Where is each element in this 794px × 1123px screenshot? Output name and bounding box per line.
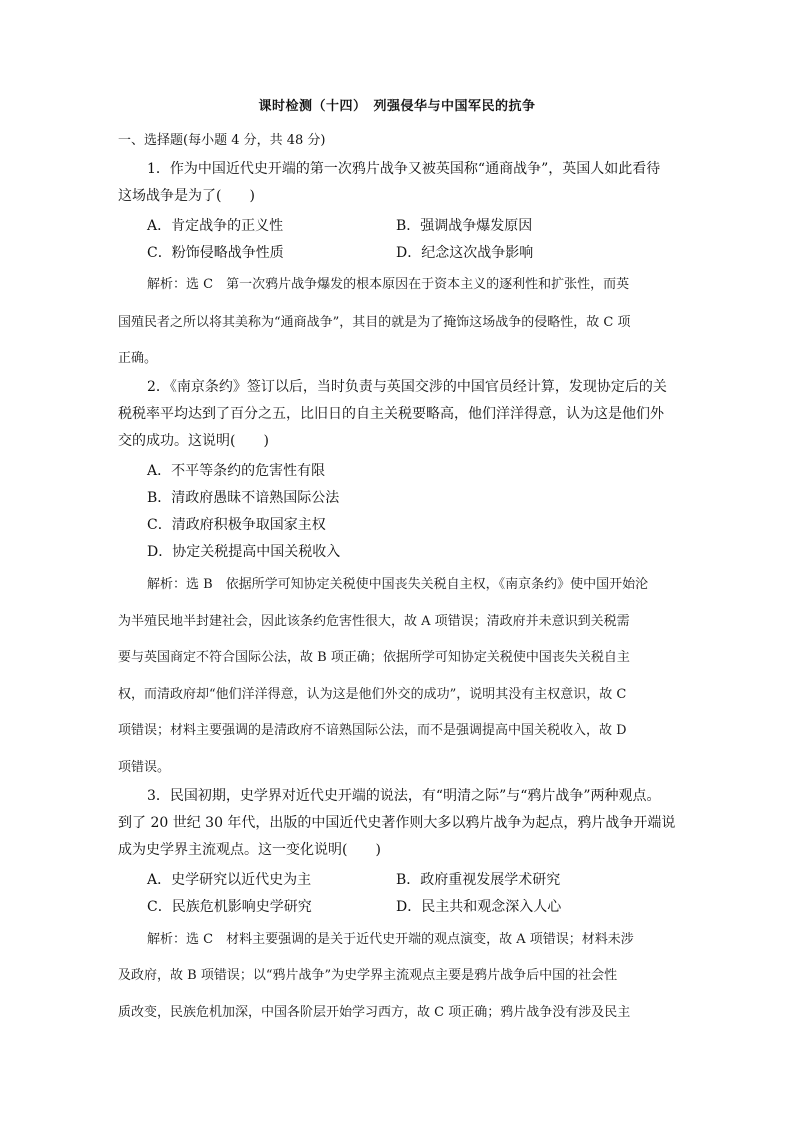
q2-option-a: A．不平等条约的危害性有限 — [147, 463, 326, 479]
q3-stem-line: 到了 20 世纪 30 年代，出版的中国近代史著作则大多以鸦片战争为起点，鸦片战争开端说 — [118, 815, 676, 831]
section-heading: 一、选择题(每小题 4 分，共 48 分) — [118, 133, 326, 148]
q3-analysis-line: 及政府，故 B 项错误；以“鸦片战争”为史学界主流观点主要是鸦片战争后中国的社会性 — [118, 968, 618, 983]
q2-stem-line: 交的成功。这说明( ) — [118, 433, 269, 449]
q2-analysis-line: 项错误。 — [118, 760, 171, 775]
page-title: 课时检测（十四） 列强侵华与中国军民的抗争 — [258, 99, 536, 114]
q2-option-d: D．协定关税提高中国关税收入 — [147, 544, 341, 560]
q1-option-c: C．粉饰侵略战争性质 — [147, 245, 284, 261]
q2-analysis-line: 项错误；材料主要强调的是清政府不谙熟国际公法，而不是强调提高中国关税收入，故 D — [118, 723, 627, 738]
q2-option-c: C．清政府积极争取国家主权 — [147, 517, 326, 533]
q1-option-b: B．强调战争爆发原因 — [396, 218, 533, 234]
q2-analysis-line: 为半殖民地半封建社会，因此该条约危害性很大，故 A 项错误；清政府并未意识到关税需 — [118, 614, 630, 629]
q1-stem-line: 1．作为中国近代史开端的第一次鸦片战争又被英国称“通商战争”，英国人如此看待 — [147, 161, 661, 177]
q3-option-c: C．民族危机影响史学研究 — [147, 899, 312, 915]
q1-analysis-line: 正确。 — [118, 351, 158, 366]
q3-stem-line: 3．民国初期，史学界对近代史开端的说法，有“明清之际”与“鸦片战争”两种观点。 — [147, 788, 661, 804]
q3-option-b: B．政府重视发展学术研究 — [396, 872, 561, 888]
q3-option-d: D．民主共和观念深入人心 — [396, 899, 562, 915]
q2-stem-line: 税税率平均达到了百分之五，比旧日的自主关税要略高，他们洋洋得意，认为这是他们外 — [118, 406, 664, 422]
q2-analysis-line: 要与英国商定不符合国际公法，故 B 项正确；依据所学可知协定关税使中国丧失关税自主 — [118, 650, 630, 665]
q2-analysis-line: 权，而清政府却“他们洋洋得意，认为这是他们外交的成功”，说明其没有主权意识，故 C — [118, 687, 627, 702]
q3-option-a: A．史学研究以近代史为主 — [147, 872, 312, 888]
q3-stem-line: 成为史学界主流观点。这一变化说明( ) — [118, 842, 381, 858]
q1-analysis-line: 解析：选 C 第一次鸦片战争爆发的根本原因在于资本主义的逐利性和扩张性，而英 — [147, 277, 630, 292]
q2-analysis-line: 解析：选 B 依据所学可知协定关税使中国丧失关税自主权，《南京条约》使中国开始沦 — [147, 577, 649, 592]
q2-option-b: B．清政府愚昧不谙熟国际公法 — [147, 490, 340, 506]
q2-stem-line: 2．《南京条约》签订以后，当时负责与英国交涉的中国官员经计算，发现协定后的关 — [147, 379, 667, 395]
q1-analysis-line: 国殖民者之所以将其美称为“通商战争”，其目的就是为了掩饰这场战争的侵略性，故 C 项 — [118, 315, 631, 330]
q1-stem-line: 这场战争是为了( ) — [118, 188, 255, 204]
q3-analysis-line: 解析：选 C 材料主要强调的是关于近代史开端的观点演变，故 A 项错误；材料未涉 — [147, 932, 634, 947]
q3-analysis-line: 质改变，民族危机加深，中国各阶层开始学习西方，故 C 项正确；鸦片战争没有涉及民主 — [118, 1005, 631, 1020]
q1-option-a: A．肯定战争的正义性 — [147, 218, 284, 234]
q1-option-d: D．纪念这次战争影响 — [396, 245, 534, 261]
